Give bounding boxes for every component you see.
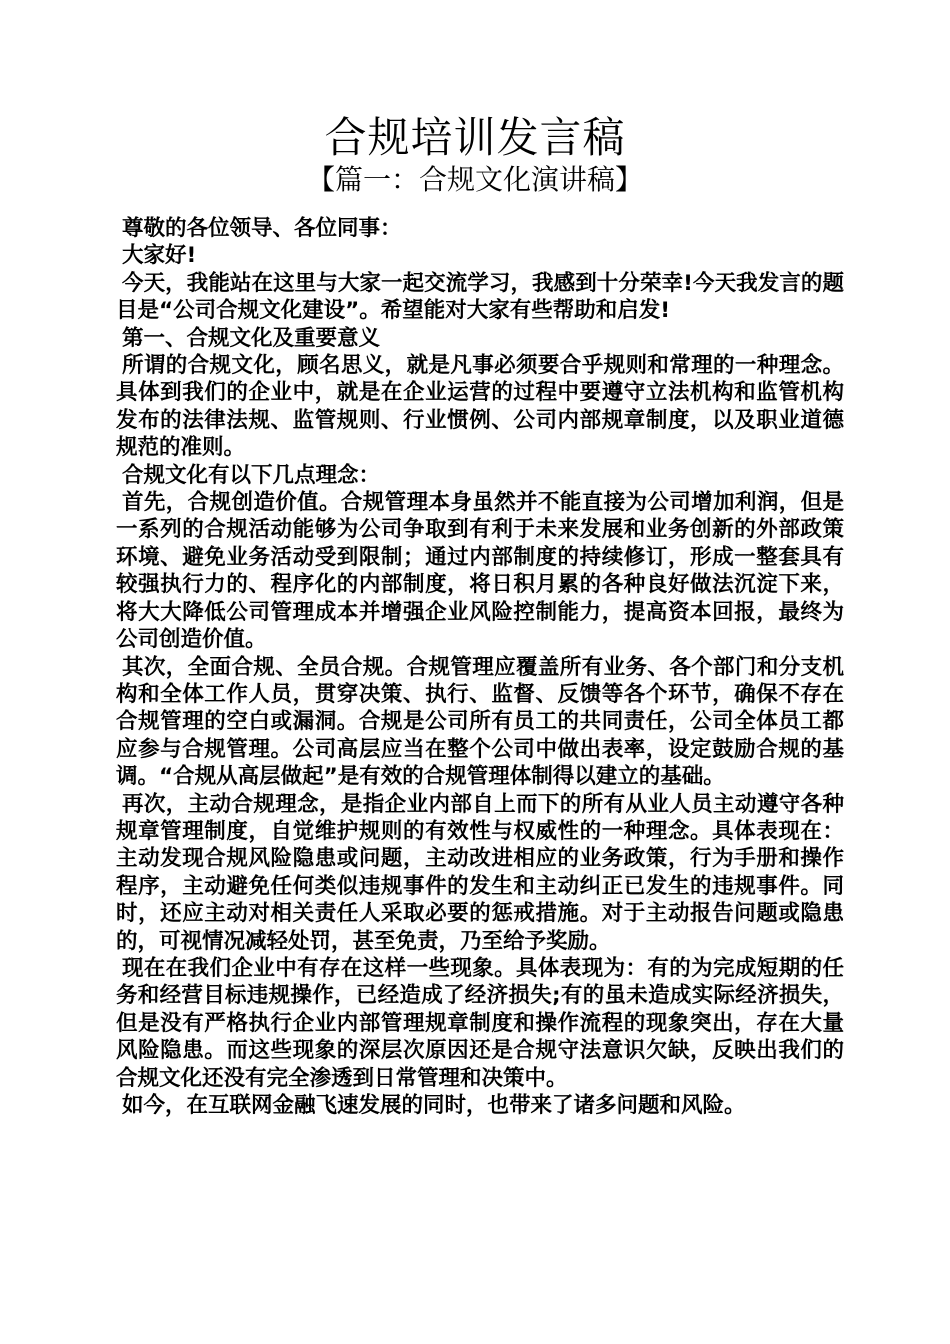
- paragraph-third: 再次，主动合规理念，是指企业内部自上而下的所有从业人员主动遵守各种规章管理制度，自觉维护规则的有效性与权威性的一种理念。具体表现在：主动发现合规风险隐患或问题，主动改进相应的业务政策，行为手册和操作程序，主动避免任何类似违规事件的发生和主动纠正已发生的违规事件。同时，还应主动对相关责任人采取必要的惩戒措施。对于主动报告问题或隐患的，可视情况减轻处罚，甚至免责，乃至给予奖励。: [116, 791, 844, 954]
- section-heading: 第一、合规文化及重要意义: [122, 325, 381, 351]
- paragraph-phenomena: 现在在我们企业中有存在这样一些现象。具体表现为：有的为完成短期的任务和经营目标违规操作，已经造成了经济损失;有的虽未造成实际经济损失，但是没有严格执行企业内部管理规章制度和操作流程的现象突出，存在大量风险隐患。而这些现象的深层次原因还是合规守法意识欠缺，反映出我们的合规文化还没有完全渗透到日常管理和决策中。: [116, 955, 844, 1091]
- salutation: 尊敬的各位领导、各位同事：: [122, 216, 402, 241]
- document-subtitle: 【篇一：合规文化演讲稿】: [306, 163, 643, 196]
- paragraph-internet-finance: 如今，在互联网金融飞速发展的同时，也带来了诸多问题和风险。: [122, 1093, 746, 1118]
- paragraph-concepts-lead: 合规文化有以下几点理念：: [122, 462, 381, 488]
- paragraph-first: 首先，合规创造价值。合规管理本身虽然并不能直接为公司增加利润，但是一系列的合规活动能够为公司争取到有利于未来发展和业务创新的外部政策环境、避免业务活动受到限制；通过内部制度的持续修订，形成一整套具有较强执行力的、程序化的内部制度，将日积月累的各种良好做法沉淀下来，将大大降低公司管理成本并增强企业风险控制能力，提高资本回报，最终为公司创造价值。: [116, 490, 844, 653]
- paragraph-second: 其次，全面合规、全员合规。合规管理应覆盖所有业务、各个部门和分支机构和全体工作人员，贯穿决策、执行、监督、反馈等各个环节，确保不存在合规管理的空白或漏洞。合规是公司所有员工的共同责任，公司全体员工都应参与合规管理。公司高层应当在整个公司中做出表率，设定鼓励合规的基调。“合规从高层做起”是有效的合规管理体制得以建立的基础。: [116, 654, 844, 790]
- document-title: 合规培训发言稿: [324, 113, 626, 162]
- document-body: [116, 215, 844, 1119]
- greeting: 大家好!: [122, 243, 197, 269]
- paragraph-intro: 今天，我能站在这里与大家一起交流学习，我感到十分荣幸!今天我发言的题目是“公司合规文化建设”。希望能对大家有些帮助和启发!: [116, 270, 844, 324]
- paragraph-definition: 所谓的合规文化，顾名思义，就是凡事必须要合乎规则和常理的一种理念。具体到我们的企业中，就是在企业运营的过程中要遵守立法机构和监管机构发布的法律法规、监管规则、行业惯例、公司内部规章制度，以及职业道德规范的准则。: [116, 353, 844, 461]
